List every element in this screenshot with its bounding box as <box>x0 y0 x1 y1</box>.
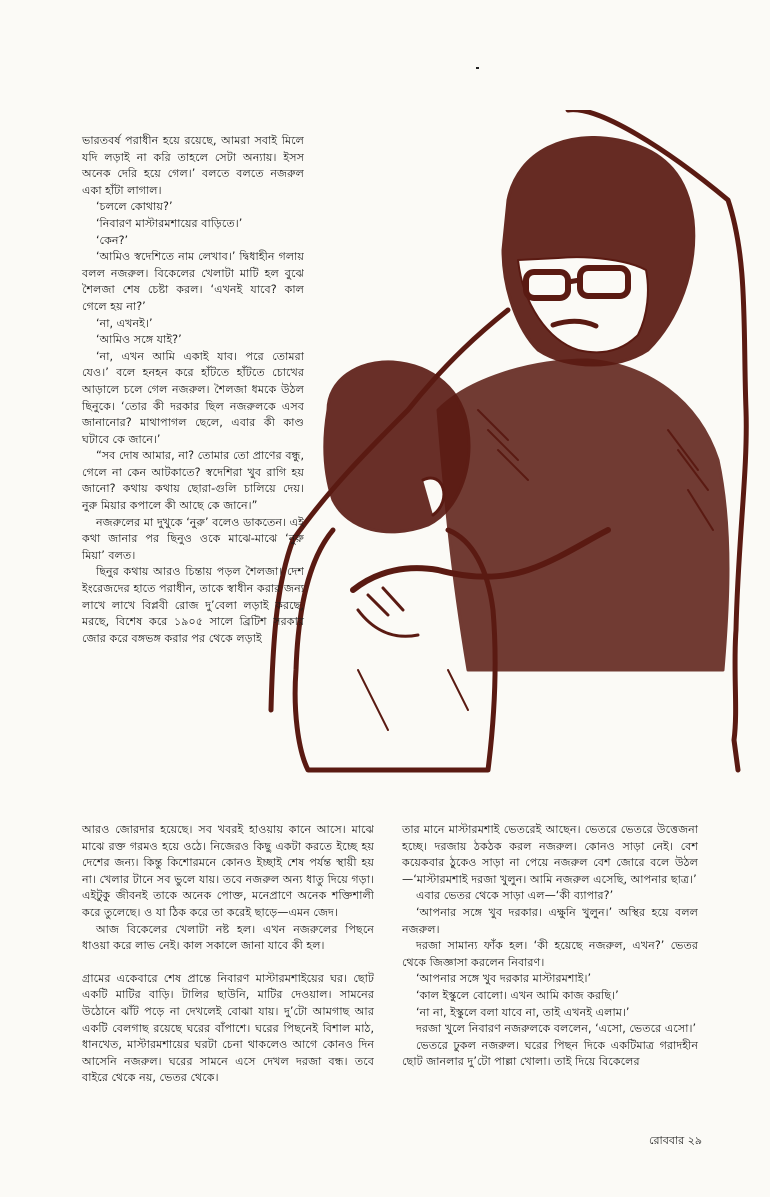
paragraph: ভারতবর্ষ পরাধীন হয়ে রয়েছে, আমরা সবাই মিলে যদি লড়াই না করি তাহলে সেটা অন্যায়। ইসস অনেক দেরি হয়ে গেল।’ বলতে বলতে নজরুল একা হাঁটা লাগাল। <box>82 134 304 197</box>
paragraph: ‘আপনার সঙ্গে খুব দরকার। এক্ষুনি খুলুন।’ অস্থির হয়ে বলল নজরুল। <box>402 905 698 936</box>
paragraph: “সব দোষ আমার, না? তোমার তো প্রাণের বন্ধু, গেলে না কেন আটকাতে? স্বদেশিরা খুব রাগি হয় জানো? কথায় কথায় ছোরা-গুলি চালিয়ে দেয়। নুরু মিয়ার কপালে কী আছে কে জানে।” <box>82 449 304 513</box>
paragraph: ‘না, এখনই।’ <box>96 316 153 330</box>
page-folio: রোববার ২৯ <box>649 1134 702 1147</box>
paragraph: এবার ভেতর থেকে সাড়া এল—‘কী ব্যাপার?’ <box>416 889 614 903</box>
teacher-fingers <box>358 588 418 636</box>
paragraph: ‘চললে কোথায়?’ <box>96 200 173 214</box>
paragraph: আরও জোরদার হয়েছে। সব খবরই হাওয়ায় কানে আসে। মাঝে মাঝে রক্ত গরমও হয়ে ওঠে। নিজেরও কিছু একটা করতে ইচ্ছে হয় দেশের জন্য। কিন্তু কিশোরমনে কোনও ইচ্ছাই শেষ পর্যন্ত স্থায়ী হয় না। খেলার টানে সব ভুলে যায়। তবে নজরুল অন্য ধাতু দিয়ে গড়া। এইটুকু জীবনই তাকে অনেক পোক্ত, মনেপ্রাণে অনেক শক্তিশালী করে তুলেছে। ও যা ঠিক করে তা করেই ছাড়ে—এমন জেদ। <box>82 823 374 919</box>
paragraph: ‘কাল ইস্কুলে বোলো। এখন আমি কাজ করছি।’ <box>416 988 619 1002</box>
story-column-left-bottom <box>82 822 374 1087</box>
paragraph: ‘আপনার সঙ্গে খুব দরকার মাস্টারমশাই।’ <box>416 972 592 986</box>
story-column-right <box>402 822 698 1071</box>
teacher-and-boy-illustration <box>268 110 760 800</box>
paragraph: ‘নিবারণ মাস্টারমশায়ের বাড়িতে।’ <box>96 216 243 230</box>
story-column-left-top <box>82 133 304 647</box>
paragraph: দরজা খুলে নিবারণ নজরুলকে বললেন, ‘এসো, ভেতরে এসো।’ <box>416 1022 697 1036</box>
boy-head <box>325 362 469 532</box>
paragraph: ‘কেন?’ <box>96 233 129 247</box>
paragraph: ‘না, এখন আমি একাই যাব। পরে তোমরা যেও।’ বলে হনহন করে হাঁটতে হাঁটতে চোখের আড়ালে চলে গেল নজরুল। শৈলজা ধমকে উঠল ছিনুকে। ‘তোর কী দরকার ছিল নজরুলকে এসব জানানোর? মাথাপাগল ছেলে, এবার কী কাণ্ড ঘটাবে কে জানে।’ <box>82 349 304 446</box>
paragraph: তার মানে মাস্টারমশাই ভেতরেই আছেন। ভেতরে ভেতরে উত্তেজনা হচ্ছে। দরজায় ঠকঠক করল নজরুল। কোনও সাড়া নেই। বেশ কয়েকবার ঠুকেও সাড়া না পেয়ে নজরুল বেশ জোরে বলে উঠল—‘মাস্টারমশাই দরজা খুলুন। আমি নজরুল এসেছি, আপনার ছাত্র।’ <box>402 823 698 886</box>
paragraph: ‘আমিও স্বদেশিতে নাম লেখাব।’ দ্বিধাহীন গলায় বলল নজরুল। বিকেলের খেলাটা মাটি হল বুঝে শৈলজা শেষ চেষ্টা করল। ‘এখনই যাবে? কাল গেলে হয় না?’ <box>82 250 304 313</box>
paragraph: দরজা সামান্য ফাঁক হল। ‘কী হয়েছে নজরুল, এখন?’ ভেতর থেকে জিজ্ঞাসা করলেন নিবারণ। <box>402 939 698 969</box>
paragraph: ভেতরে ঢুকল নজরুল। ঘরের পিছন দিকে একটিমাত্র গরাদহীন ছোট জানলার দু’টো পাল্লা খোলা। তাই দিয়ে বিকেলের <box>402 1038 698 1069</box>
paragraph: ‘আমিও সঙ্গে যাই?’ <box>96 333 182 347</box>
teacher-body <box>438 360 728 670</box>
teacher-glasses-bridge <box>568 280 580 282</box>
paragraph: গ্রামের একেবারে শেষ প্রান্তে নিবারণ মাস্টারমশাইয়ের ঘর। ছোট একটি মাটির বাড়ি। টালির ছাউনি, মাটির দেওয়াল। সামনের উঠোনে ঝাঁট পড়ে না দেখলেই বোঝা যায়। দু’টো আমগাছ আর একটি বেলগাছ রয়েছে ঘরের বাঁপাশে। ঘরের পিছনেই বিশাল মাঠ, ধানখেত, মাস্টারমশায়ের ঘরটা চেনা থাকলেও আগে কোনও দিন আসেনি নজরুল। ঘরের সামনে এসে দেখল দরজা বন্ধ। তবে বাইরে থেকে নয়, ভেতর থেকে। <box>82 971 374 1085</box>
paragraph: ‘না না, ইস্কুলে বলা যাবে না, তাই এখনই এলাম।’ <box>416 1005 630 1019</box>
paragraph: ছিনুর কথায় আরও চিন্তায় পড়ল শৈলজা। দেশ ইংরেজদের হাতে পরাধীন, তাকে স্বাধীন করার জন্য লাখে লাখে বিপ্লবী রোজ দু’বেলা লড়াই করছে, মরছে, বিশেষ করে ১৯০৫ সালে ব্রিটিশ সরকার জোর করে বঙ্গভঙ্গ করার পর থেকে লড়াই <box>82 565 304 645</box>
paragraph: আজ বিকেলের খেলাটা নষ্ট হল। এখন নজরুলের পিছনে ধাওয়া করে লাভ নেই। কাল সকালে জানা যাবে কী হল। <box>82 922 374 953</box>
paragraph: নজরুলের মা দুখুকে ‘নুরু’ বলেও ডাকতেন। এই কথা জানার পর ছিনুও ওকে মাঝে-মাঝে ‘নুরু মিয়া’ বলত। <box>82 515 304 562</box>
print-speck <box>476 67 479 69</box>
